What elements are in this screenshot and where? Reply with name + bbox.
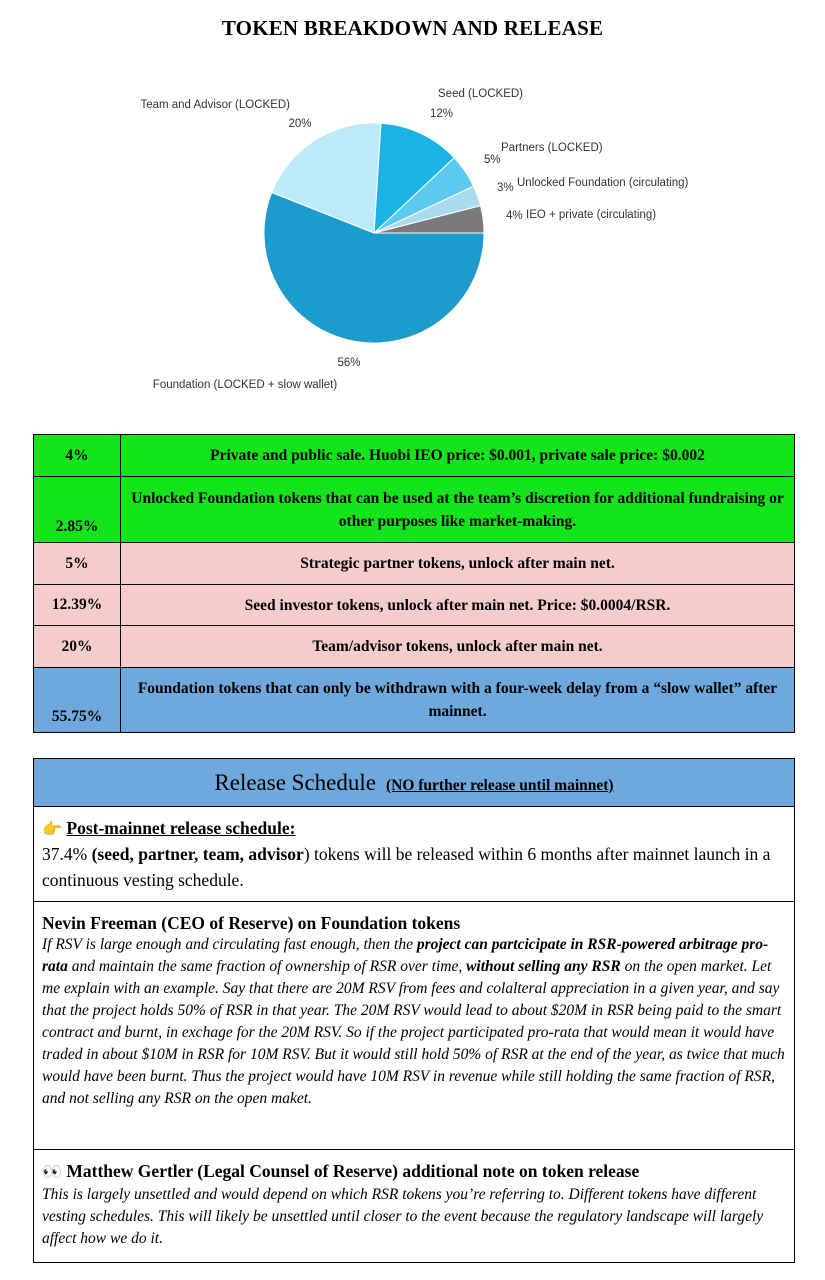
table-row xyxy=(34,668,795,733)
pie-percent-label: 3% xyxy=(497,182,514,194)
pie-percent-label: 5% xyxy=(484,154,501,166)
row-percent: 4% xyxy=(34,435,121,477)
text-bold: without selling any RSR xyxy=(466,958,621,975)
table-row xyxy=(34,543,795,585)
pie-slice-label: Seed (LOCKED) xyxy=(438,88,524,100)
text-bold: (seed, partner, team, advisor xyxy=(91,844,304,864)
row-description: Unlocked Foundation tokens that can be used at the team’s discretion for additional fundraising or other purposes like market-making. xyxy=(121,477,795,543)
legal-note-text: This is largely unsettled and would depend on which RSR tokens you’re referring to. Different tokens have different vesting schedules. This will likely be unsettled until closer to the event because the regulatory landscape will largely affect how we do it. xyxy=(42,1186,764,1247)
pointing-hand-icon: 👉 xyxy=(42,821,62,838)
row-description: Foundation tokens that can only be withdrawn with a four-week delay from a “slow wallet” after mainnet. xyxy=(121,668,795,733)
row-percent: 20% xyxy=(34,626,121,668)
pie-slice-label: IEO + private (circulating) xyxy=(526,209,657,221)
post-mainnet-section xyxy=(34,807,794,902)
pie-percent-label: 12% xyxy=(430,108,454,120)
row-description: Team/advisor tokens, unlock after main net. xyxy=(121,626,795,668)
table-row xyxy=(34,477,795,543)
row-description: Private and public sale. Huobi IEO price: $0.001, private sale price: $0.002 xyxy=(121,435,795,477)
row-percent: 2.85% xyxy=(34,477,121,543)
table-row xyxy=(34,626,795,668)
post-mainnet-title: Post-mainnet release schedule: xyxy=(66,818,296,838)
table-row xyxy=(34,435,795,477)
legal-note-title: Matthew Gertler (Legal Counsel of Reserve) additional note on token release xyxy=(66,1161,640,1181)
pie-percent-label: 56% xyxy=(337,357,361,369)
ceo-quote-title: Nevin Freeman (CEO of Reserve) on Foundation tokens xyxy=(42,913,461,933)
ceo-quote-section xyxy=(34,902,794,1150)
pie-percent-label: 4% xyxy=(506,210,523,222)
release-schedule-title: Release Schedule xyxy=(214,770,376,795)
pie-percent-label: 20% xyxy=(288,118,312,130)
text-part: and maintain the same fraction of ownership of RSR over time, xyxy=(67,958,467,975)
pie-slice-label: Foundation (LOCKED + slow wallet) xyxy=(152,379,338,391)
pie-slice-label: Partners (LOCKED) xyxy=(501,142,603,154)
text-bold: project can partcicipate in RSR-powered arbitrage pro-rata xyxy=(42,936,769,975)
token-pie-chart xyxy=(0,60,825,400)
text-part: 37.4% xyxy=(42,844,92,864)
row-description: Seed investor tokens, unlock after main net. Price: $0.0004/RSR. xyxy=(121,585,795,626)
text-part: on the open market. Let me explain with an example. Say that there are 20M RSV from fees and colalteral appreciation in a given year, and say that the project holds 50% of RSR in that year. The 20M RSV would lead to about $20M in RSR being paid to the smart contract and burnt, in exchage for the 20M RSV. So if the project participated pro-rata that would mean it would have traded in about $10M in RSR for 10M RSV. But it would still hold 50% of RSR at the end of the year, as twice that much would have been burnt. Thus the project would have 10M RSV in revenue while still holding the same fraction of RSR, and not selling any RSR on the open maket. xyxy=(42,958,785,1107)
post-mainnet-text xyxy=(42,841,786,893)
pie-slice-label: Team and Advisor (LOCKED) xyxy=(140,99,290,111)
ceo-quote-text xyxy=(42,934,786,1110)
release-schedule-header xyxy=(34,759,794,807)
row-percent: 55.75% xyxy=(34,668,121,733)
eyes-icon: 👀 xyxy=(42,1164,62,1181)
pie-slice-label: Unlocked Foundation (circulating) xyxy=(517,177,689,189)
token-breakdown-table xyxy=(33,434,795,733)
release-schedule-box xyxy=(33,758,795,1263)
table-row xyxy=(34,585,795,626)
page-title: TOKEN BREAKDOWN AND RELEASE xyxy=(221,16,604,40)
release-schedule-note: (NO further release until mainnet) xyxy=(385,777,614,794)
text-part: ) tokens will be released within 6 months after mainnet launch in a continuous vesting schedule. xyxy=(42,844,771,890)
row-description: Strategic partner tokens, unlock after main net. xyxy=(121,543,795,585)
row-percent: 12.39% xyxy=(34,585,121,626)
row-percent: 5% xyxy=(34,543,121,585)
legal-note-section xyxy=(34,1150,794,1262)
text-part: If RSV is large enough and circulating fast enough, then the xyxy=(42,936,417,953)
